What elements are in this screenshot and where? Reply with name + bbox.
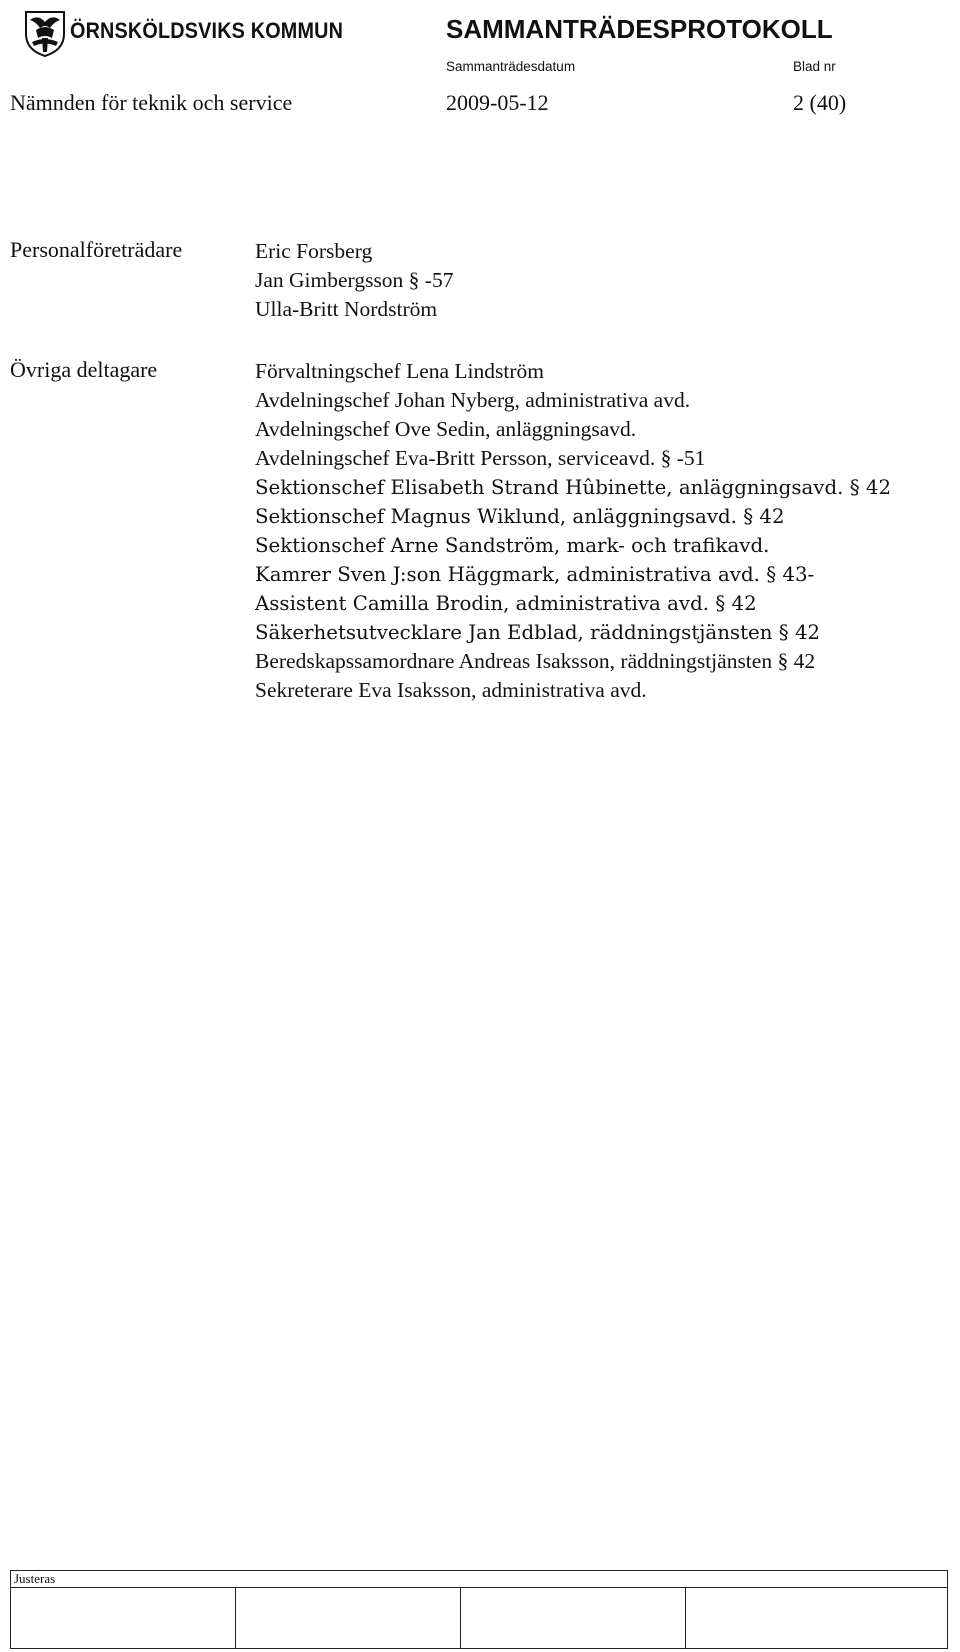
list-item: Eric Forsberg [255,239,373,263]
signature-box [460,1588,685,1649]
committee-name: Nämnden för teknik och service [10,90,293,115]
list-item: Sekreterare Eva Isaksson, administrativa avd. [255,678,647,702]
list-item: Jan Gimbergsson § -57 [255,268,454,292]
meeting-date: 2009-05-12 [446,90,549,115]
list-item: Assistent Camilla Brodin, administrativa avd. § 42 [255,592,757,615]
sheet-number-label: Blad nr [793,59,836,74]
signature-box [685,1588,947,1649]
list-item: Sektionschef Elisabeth Strand Hûbinette, anläggningsavd. § 42 [255,476,892,499]
staff-representatives-list [255,237,453,324]
list-item: Beredskapssamordnare Andreas Isaksson, räddningstjänsten § 42 [255,649,816,673]
page-number: 2 (40) [793,90,847,115]
list-item: Avdelningschef Ove Sedin, anläggningsavd. [255,417,637,441]
meeting-date-label: Sammanträdesdatum [446,59,576,74]
municipality-logo [22,8,344,58]
signature-box [11,1588,236,1649]
list-item: Kamrer Sven J:son Häggmark, administrativa avd. § 43- [255,563,815,586]
signature-box [235,1588,460,1649]
list-item: Avdelningschef Johan Nyberg, administrativa avd. [255,388,691,412]
coat-of-arms-icon [22,8,68,58]
document-type-title: SAMMANTRÄDESPROTOKOLL [446,14,833,44]
list-item: Sektionschef Magnus Wiklund, anläggningsavd. § 42 [255,505,785,528]
section-label: Övriga deltagare [10,357,158,382]
list-item: Sektionschef Arne Sandström, mark- och trafikavd. [255,534,770,557]
list-item: Förvaltningschef Lena Lindström [255,359,544,383]
adjusters-signature-table [10,1570,948,1649]
list-item: Ulla-Britt Nordström [255,297,438,321]
municipality-name: ÖRNSKÖLDSVIKS KOMMUN [70,18,344,43]
adjusters-label: Justeras [11,1571,948,1588]
list-item: Avdelningschef Eva-Britt Persson, serviceavd. § -51 [255,446,706,470]
section-label: Personalföreträdare [10,237,183,262]
list-item: Säkerhetsutvecklare Jan Edblad, räddningstjänsten § 42 [255,621,821,644]
other-participants-list [255,357,891,705]
